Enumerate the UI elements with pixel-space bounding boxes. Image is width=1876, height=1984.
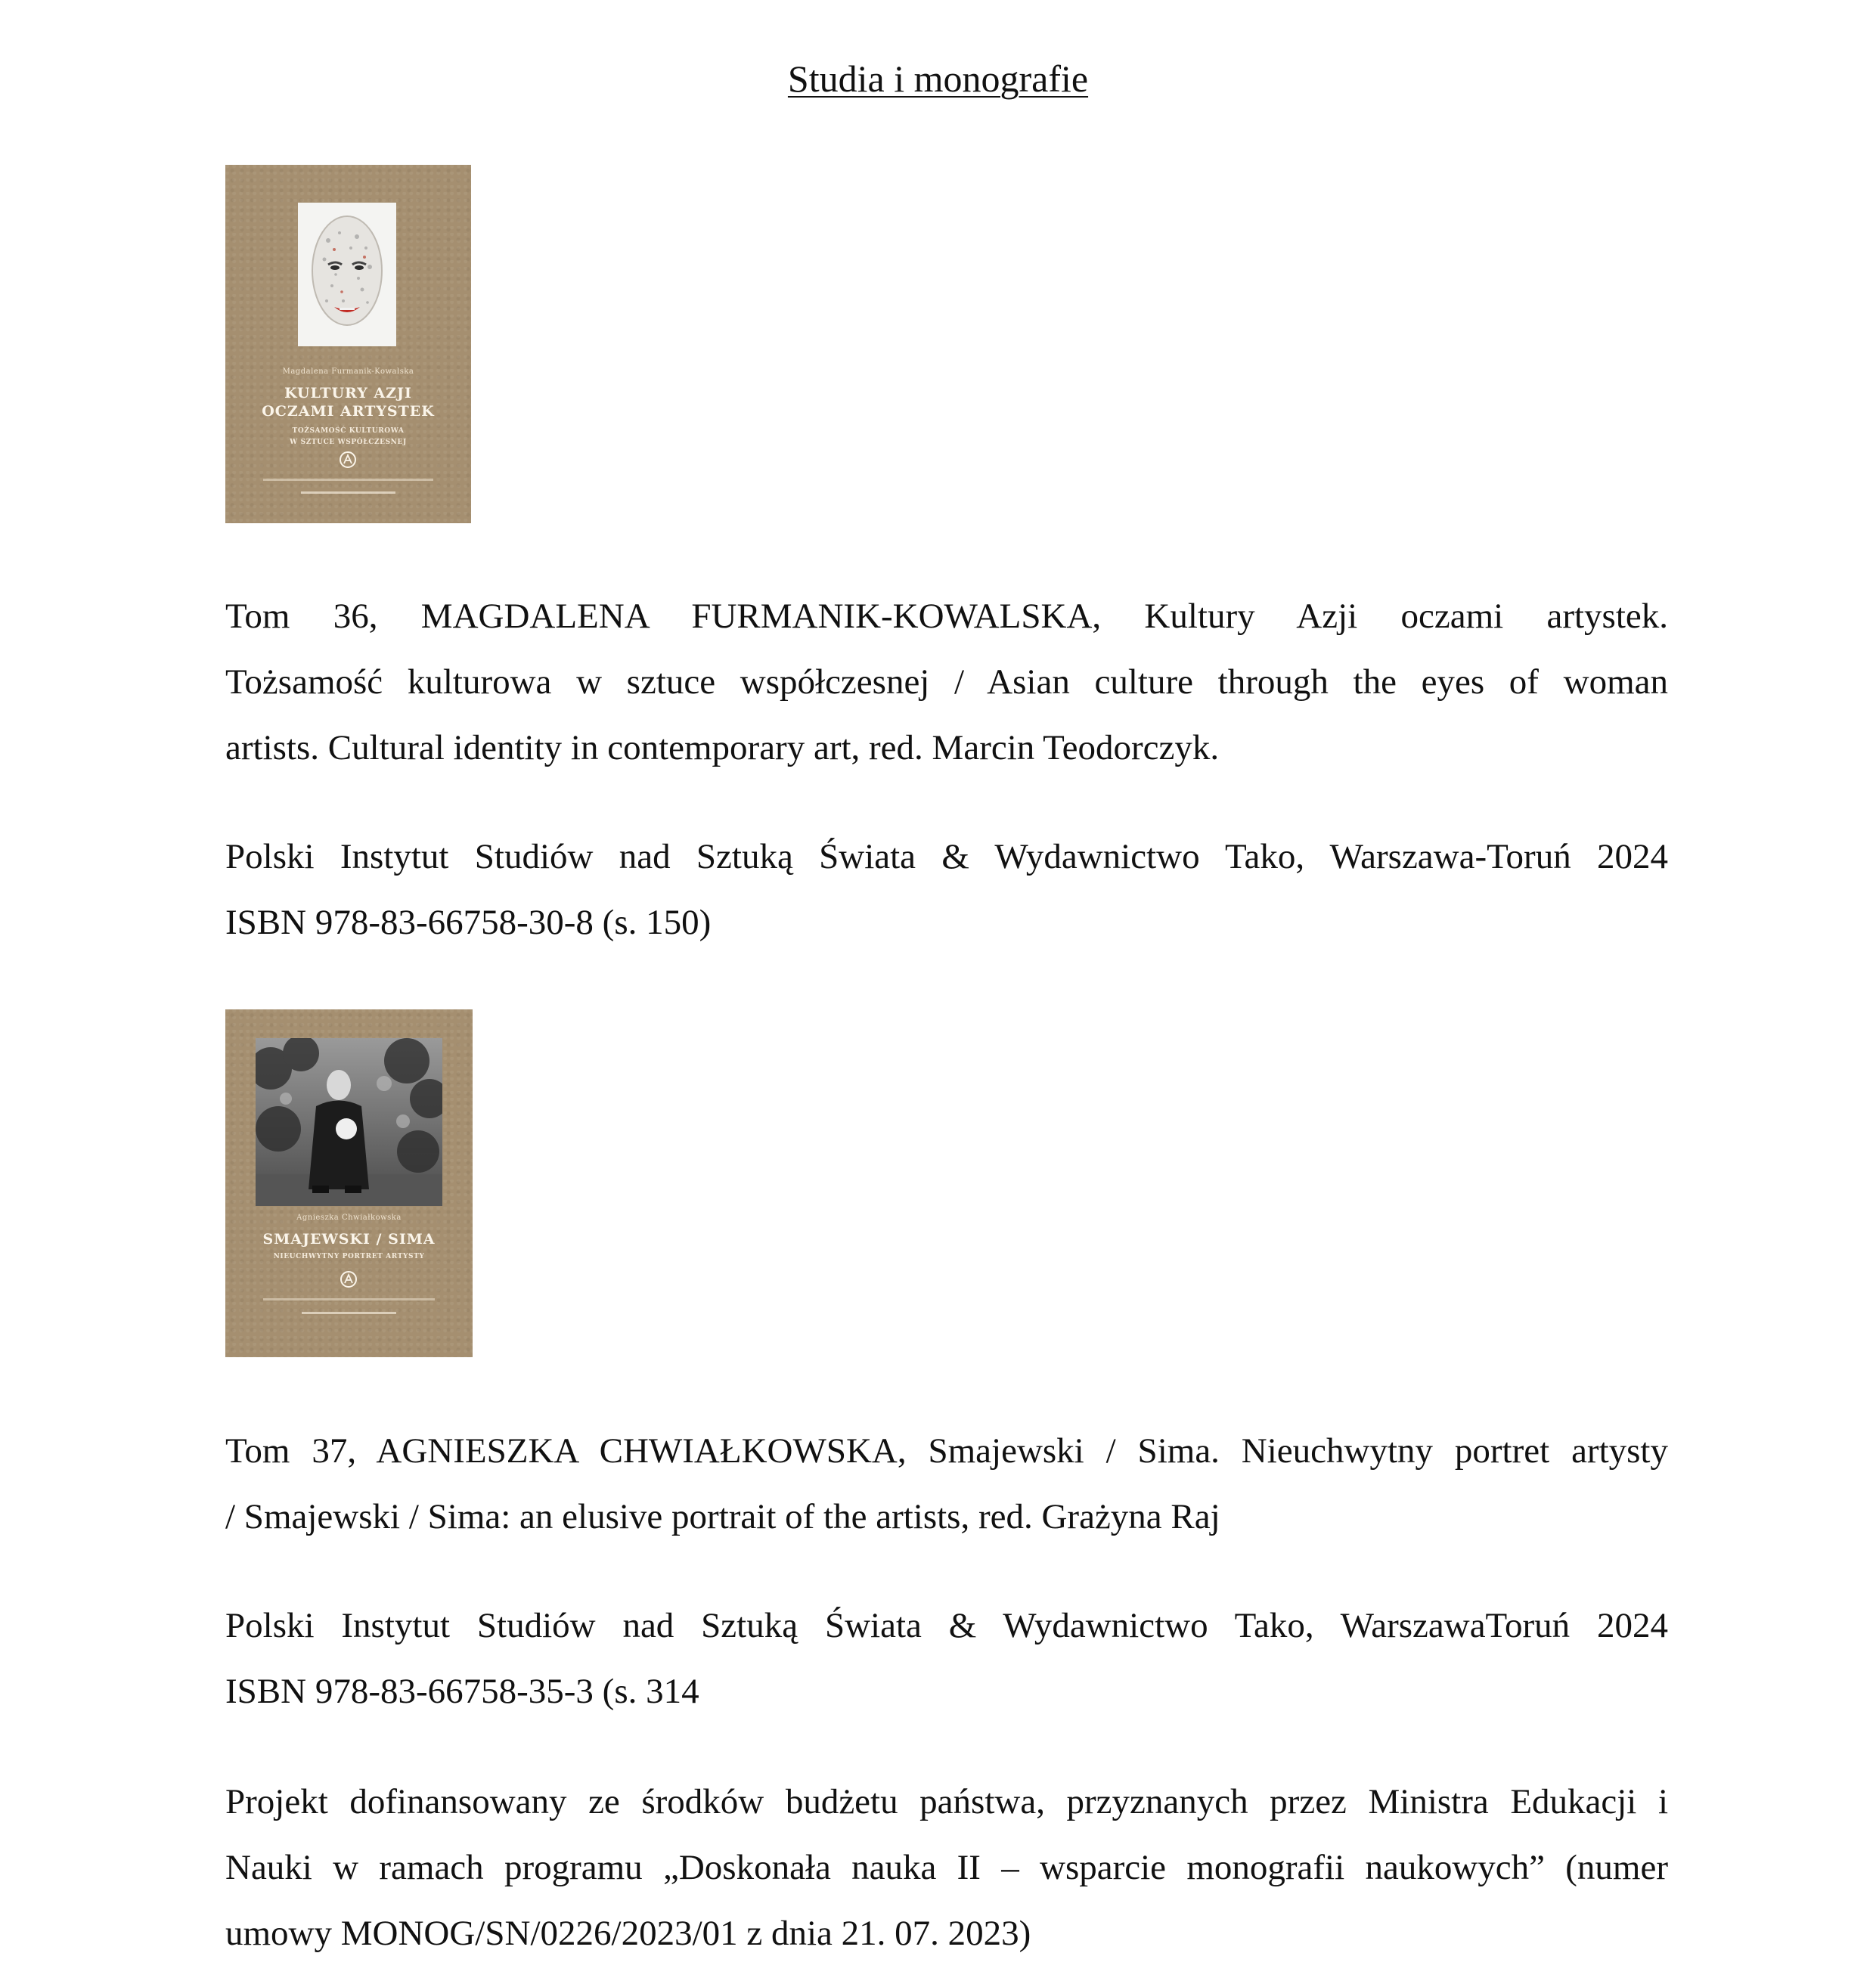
artist-photo-image [256,1038,442,1206]
cover-series-line [302,1312,396,1314]
noh-mask-illustration [298,203,396,346]
book-cover-tom-37 [225,1009,473,1357]
funding-note [225,1769,1668,1967]
text-line: Projekt dofinansowany ze środków budżetu państwa, przyznanych przez Ministra Edukacji i [225,1782,1668,1821]
text-line: ISBN 978-83-66758-35-3 (s. 314 [225,1672,699,1711]
text-line: Tożsamość kulturowa w sztuce współczesnej / Asian culture through the eyes of woman [225,662,1668,702]
cover-title-line: KULTURY AZJI [284,385,412,401]
publisher-emblem-icon [339,451,357,473]
text-line: Polski Instytut Studiów nad Sztuką Świata & Wydawnictwo Tako, WarszawaToruń 2024 [225,1606,1668,1645]
book-cover-tom-36 [225,165,471,523]
cover-title-line: SMAJEWSKI / SIMA [262,1231,436,1248]
cover-series-line [263,479,433,481]
text-line: artists. Cultural identity in contemporary art, red. Marcin Teodorczyk. [225,728,1220,767]
entry-description-tom-36 [225,584,1668,781]
page-title: Studia i monografie [787,57,1089,100]
noh-mask-image [298,203,396,346]
entry-publisher-tom-37 [225,1593,1668,1725]
publisher-emblem-icon [340,1270,358,1292]
cover-subtitle-line: NIEUCHWYTNY PORTRET ARTYSTY [273,1253,425,1260]
text-line: Nauki w ramach programu „Doskonała nauka II – wsparcie monografii naukowych” (numer [225,1848,1668,1887]
cover-subtitle-line: W SZTUCE WSPÓŁCZESNEJ [290,439,407,446]
text-line: umowy MONOG/SN/0226/2023/01 z dnia 21. 07. 2023) [225,1914,1031,1953]
cover-author: Magdalena Furmanik-Kowalska [282,367,414,376]
cover-title-line: OCZAMI ARTYSTEK [262,403,435,420]
text-line: / Smajewski / Sima: an elusive portrait of the artists, red. Grażyna Raj [225,1497,1220,1536]
cover-subtitle-line: TOŻSAMOŚĆ KULTUROWA [292,427,405,435]
entry-publisher-tom-36 [225,824,1668,956]
artist-photo-illustration [256,1038,442,1206]
text-line: ISBN 978-83-66758-30-8 (s. 150) [225,903,712,942]
cover-author: Agnieszka Chwiałkowska [296,1214,402,1222]
cover-series-line [301,491,395,494]
cover-series-line [263,1298,435,1300]
entry-description-tom-37 [225,1418,1668,1550]
text-line: Polski Instytut Studiów nad Sztuką Świata & Wydawnictwo Tako, Warszawa-Toruń 2024 [225,837,1668,876]
text-line: Tom 36, MAGDALENA FURMANIK-KOWALSKA, Kultury Azji oczami artystek. [225,597,1668,636]
text-line: Tom 37, AGNIESZKA CHWIAŁKOWSKA, Smajewski / Sima. Nieuchwytny portret artysty [225,1431,1668,1471]
